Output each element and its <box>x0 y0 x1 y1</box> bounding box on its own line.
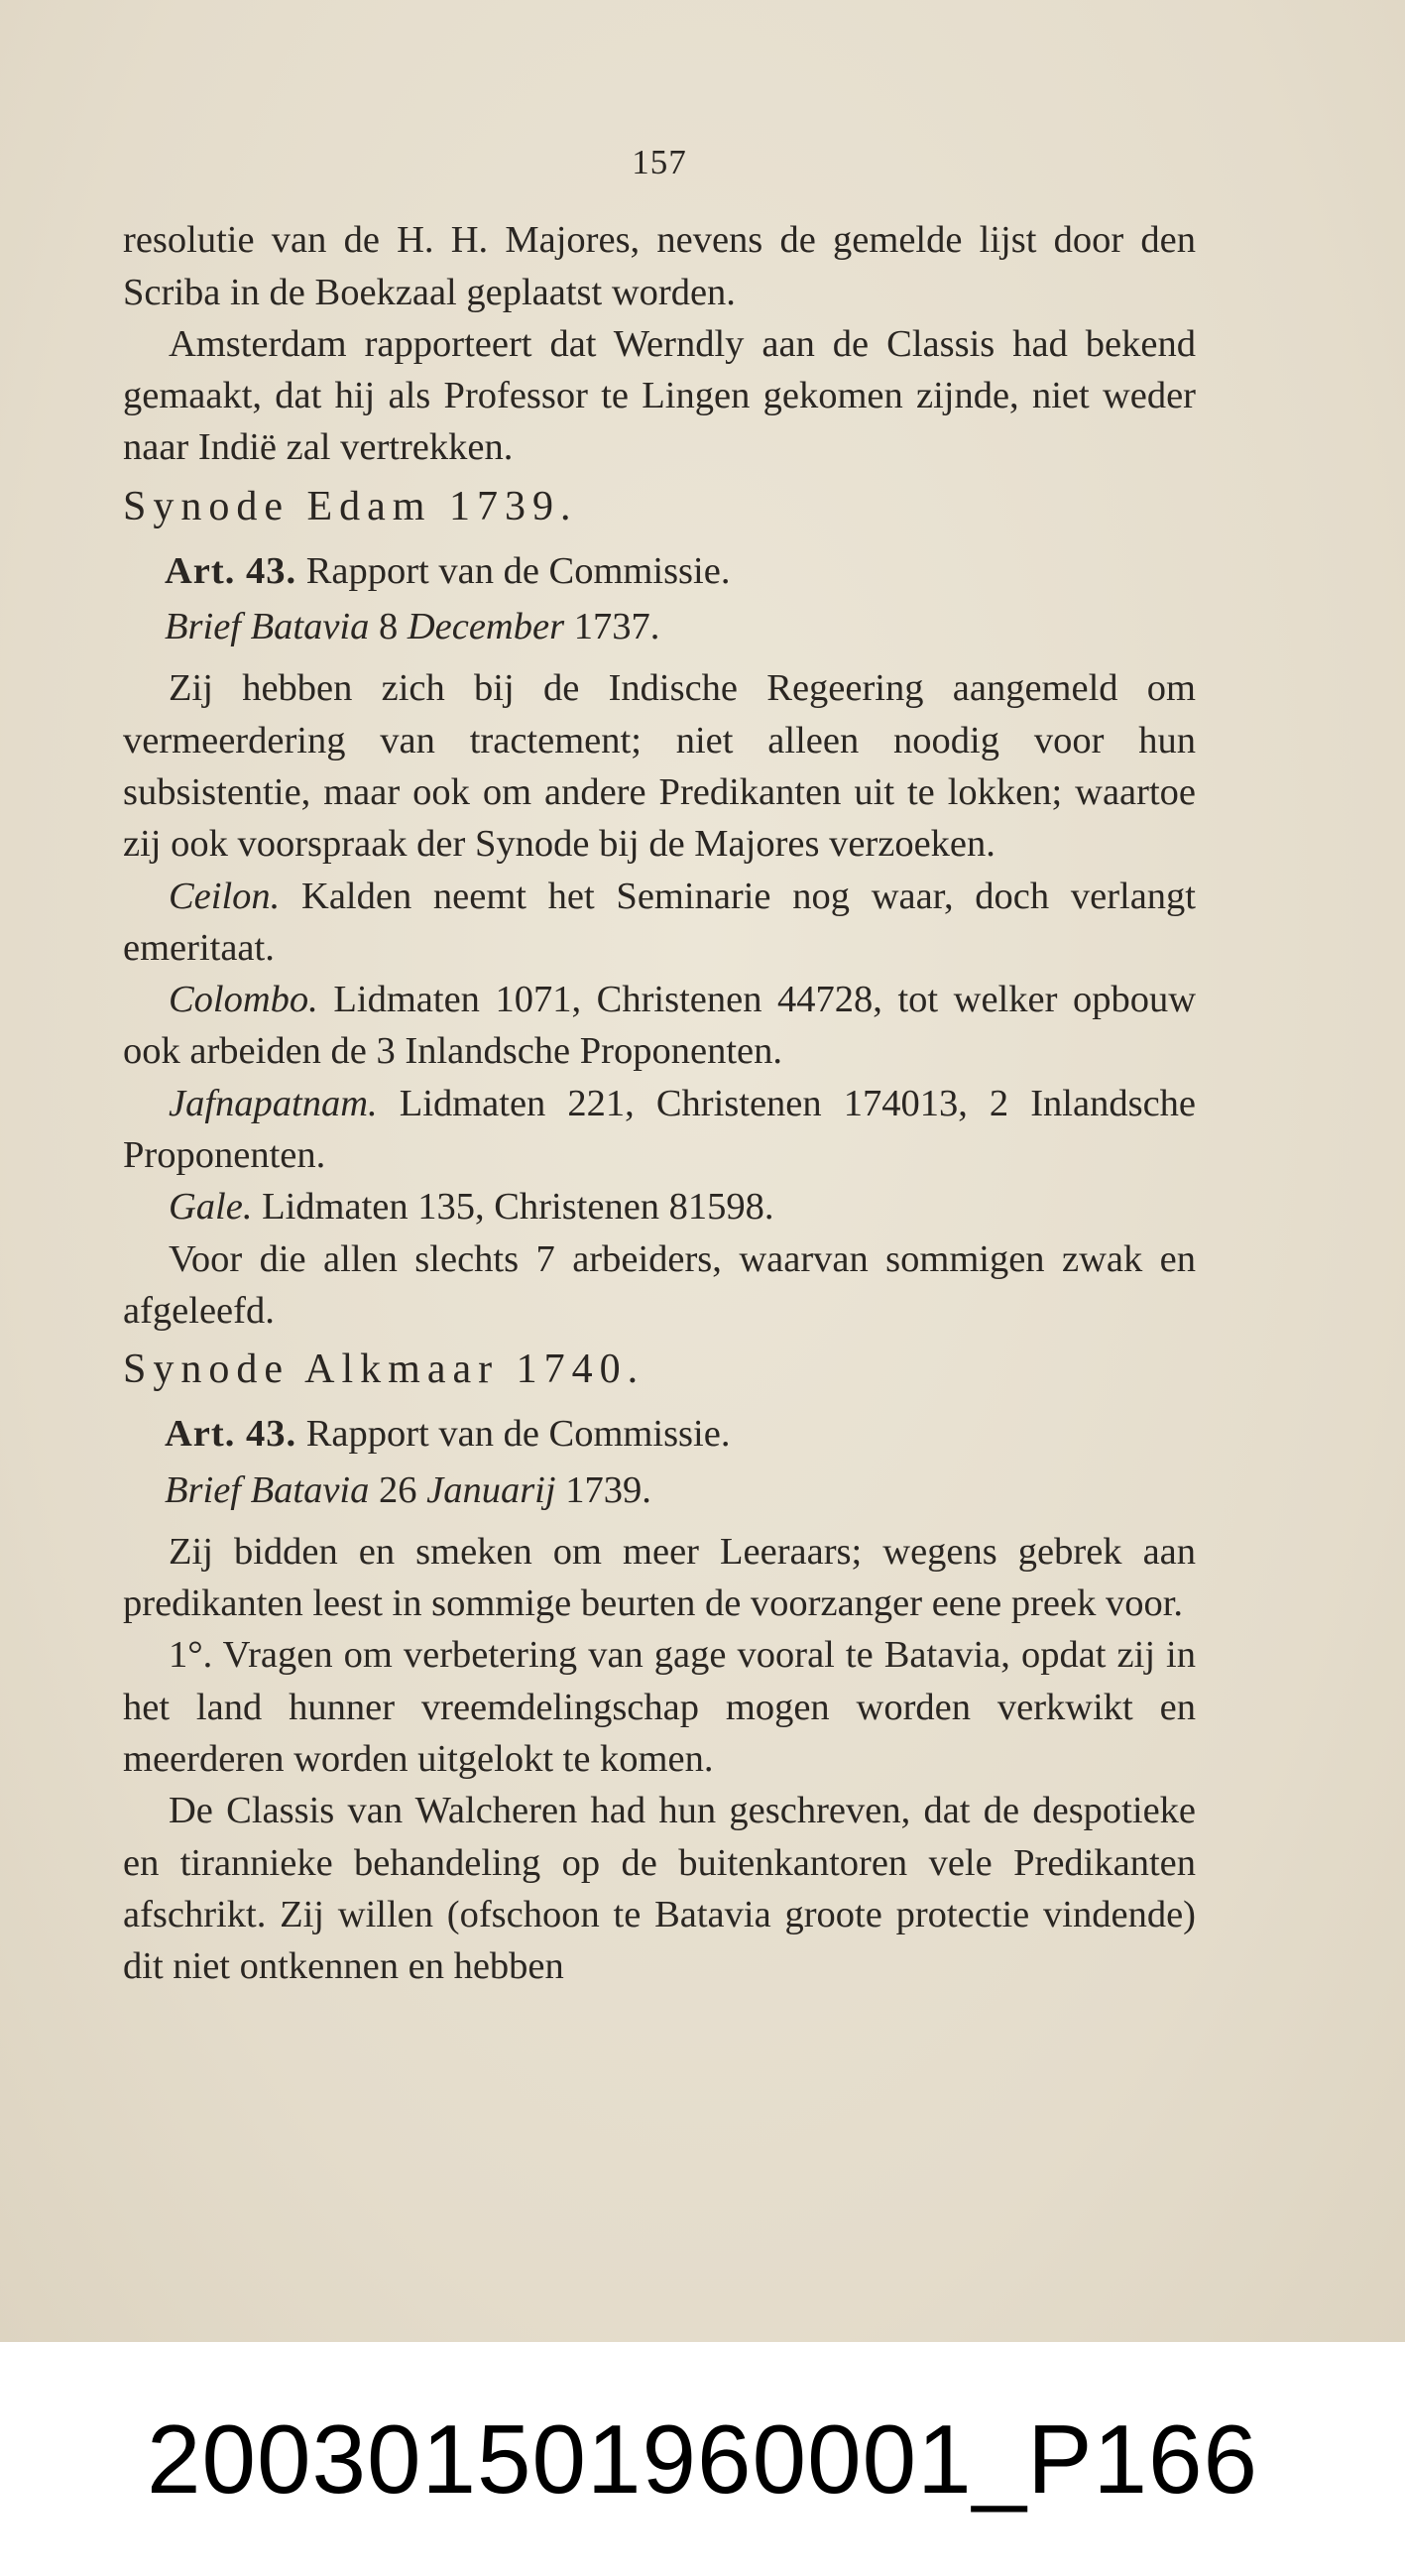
paragraph: resolutie van de H. H. Majores, nevens de gemelde lijst door den Scriba in de Boekzaal geplaatst worden. <box>123 219 1196 313</box>
letter-day: 8 <box>369 606 408 648</box>
article-title: Rapport van de Commissie. <box>296 1413 731 1456</box>
place-label: Colombo. <box>169 979 318 1021</box>
letter-day: 26 <box>369 1468 427 1511</box>
paragraph: Voor die allen slechts 7 arbeiders, waarvan sommigen zwak en afgeleefd. <box>123 1237 1196 1332</box>
place-text: Kalden neemt het Seminarie nog waar, doch verlangt emeritaat. <box>123 875 1196 969</box>
paragraph-jafnapatnam <box>123 1078 1196 1182</box>
article-label: Art. 43. <box>165 549 297 592</box>
letter-month: December <box>407 606 565 648</box>
paragraph-colombo <box>123 974 1196 1078</box>
page-text <box>123 137 1196 1993</box>
paragraph: Zij hebben zich bij de Indische Regeering aangemeld om vermeerdering van tractement; niet alleen noodig voor hun subsistentie, maar ook om andere Predikanten uit te lokken; waartoe zij ook voorspraak der Synode bij de Majores verzoeken. <box>123 667 1196 866</box>
place-text: Lidmaten 221, Christenen 174013, 2 Inlandsche Proponenten. <box>123 1082 1196 1177</box>
article-label: Art. 43. <box>165 1413 297 1456</box>
article-title: Rapport van de Commissie. <box>296 549 731 592</box>
paragraph: De Classis van Walcheren had hun geschreven, dat de despotieke en tirannieke behandeling op de buitenkantoren vele Predikanten afschrikt. Zij willen (ofschoon te Batavia groote protectie vindende) dit niet ontkennen en hebben <box>123 1790 1196 1988</box>
paragraph: 1°. Vragen om verbetering van gage vooral te Batavia, opdat zij in het land hunner vreemdelingschap mogen worden verkwikt en meerderen worden uitgelokt te komen. <box>123 1634 1196 1781</box>
place-text: Lidmaten 1071, Christenen 44728, tot welker opbouw ook arbeiden de 3 Inlandsche Proponenten. <box>123 979 1196 1073</box>
place-label: Gale. <box>169 1186 253 1229</box>
article-line <box>123 545 1196 597</box>
letter-reference <box>123 601 1196 652</box>
paragraph-ceilon <box>123 871 1196 975</box>
paragraph: Zij bidden en smeken om meer Leeraars; wegens gebrek aan predikanten leest in sommige beurten de voorzanger eene preek voor. <box>123 1530 1196 1625</box>
place-label: Ceilon. <box>169 875 281 917</box>
section-heading: Synode Alkmaar 1740. <box>123 1347 645 1393</box>
letter-place: Brief Batavia <box>165 1468 370 1511</box>
place-text: Lidmaten 135, Christenen 81598. <box>252 1186 774 1229</box>
scan-identifier-caption: 200301501960001_P166 <box>0 2342 1405 2576</box>
paragraph-gale <box>123 1181 1196 1232</box>
letter-year: 1737. <box>564 606 660 648</box>
letter-year: 1739. <box>555 1468 651 1511</box>
paragraph: Amsterdam rapporteert dat Werndly aan de Classis had bekend gemaakt, dat hij als Professor te Lingen gekomen zijnde, niet weder naar Indië zal vertrekken. <box>123 322 1196 469</box>
section-heading: Synode Edam 1739. <box>123 483 578 529</box>
letter-place: Brief Batavia <box>165 606 370 648</box>
article-line <box>123 1408 1196 1460</box>
letter-reference <box>123 1464 1196 1516</box>
page-number: 157 <box>632 143 687 181</box>
place-label: Jafnapatnam. <box>169 1082 378 1124</box>
letter-month: Januarij <box>426 1468 556 1511</box>
